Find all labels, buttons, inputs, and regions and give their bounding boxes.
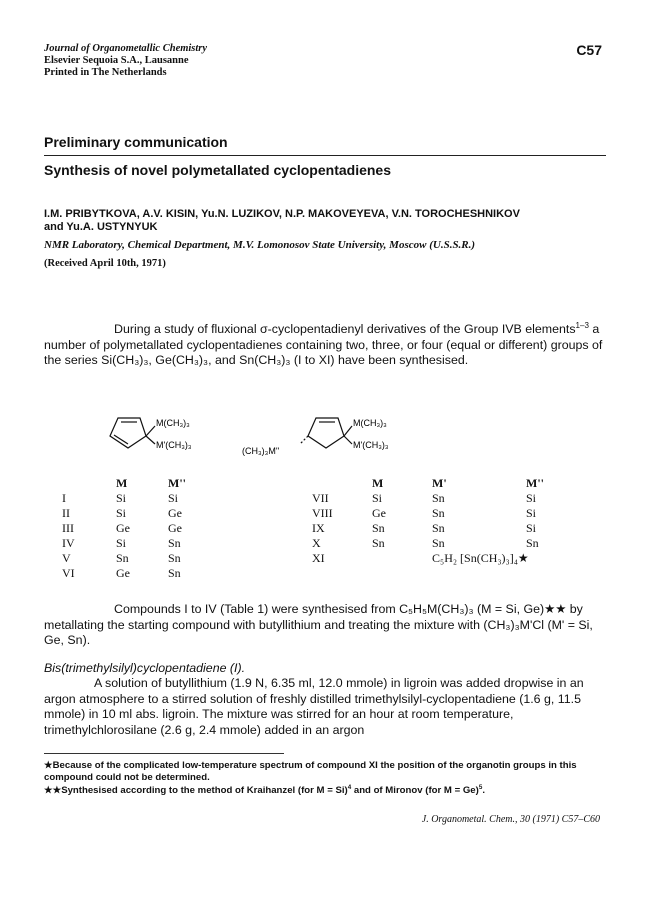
table-row: III Ge Ge [62, 521, 182, 535]
header-m1: M' [432, 476, 447, 490]
table-row: V Sn Sn [62, 551, 181, 565]
ref-superscript: 1–3 [575, 320, 589, 330]
s1-bottom-label: M'(CH₃)₃ [156, 440, 192, 450]
structure-trisubstituted [238, 404, 438, 464]
author-list [44, 208, 614, 234]
title-rule [44, 155, 606, 156]
table-row: VII Si Sn Si [312, 491, 537, 505]
header-m2: M'' [168, 476, 186, 490]
table-row: VI Ge Sn [62, 566, 181, 580]
received-date: (Received April 10th, 1971) [44, 258, 166, 269]
s1-top-label: M(CH₃)₃ [156, 418, 190, 428]
authors-line-1: I.M. PRIBYTKOVA, A.V. KISIN, Yu.N. LUZIKOV, N.P. MAKOVEYEVA, V.N. TOROCHESHNIKOV [44, 208, 520, 220]
footnote-rule [44, 753, 284, 754]
cyclopentadiene-ring-1 [110, 418, 155, 448]
header-m2: M'' [526, 476, 544, 490]
table-row: VIII Ge Sn Si [312, 506, 537, 520]
s2-left-label: (CH₃)₃M'' [242, 446, 280, 456]
compound-table-left [62, 476, 228, 581]
header-m: M [116, 476, 128, 490]
printed-line: Printed in The Netherlands [44, 67, 167, 78]
publisher-line: Elsevier Sequoia S.A., Lausanne [44, 55, 189, 66]
paper-title: Synthesis of novel polymetallated cyclopentadienes [44, 162, 391, 178]
footer-citation: J. Organometal. Chem., 30 (1971) C57–C60 [421, 814, 600, 825]
table-row: XI C₅H₂ [Sn(CH₃)₃]₄★ [312, 551, 586, 566]
table-row: II Si Ge [62, 506, 182, 520]
intro-text-b: a number of polymetallated cyclopentadienes containing two, three, or four (equal or different) groups of the series Si(CH₃)₃, Ge(CH₃)₃, and Sn(CH₃)₃ (I to XI) have been synthesised. [44, 322, 603, 367]
authors-line-2: and Yu.A. USTYNYUK [44, 221, 158, 233]
s2-bottom-label: M'(CH₃)₃ [353, 440, 389, 450]
footnote-2: ★★Synthesised according to the method of Kraihanzel (for M = Si)$^4$ and of Mironov (for M = Ge)$^5$. [44, 783, 485, 796]
journal-name: Journal of Organometallic Chemistry [44, 43, 208, 54]
affiliation: NMR Laboratory, Chemical Department, M.V. Lomonosov State University, Moscow (U.S.S.R.) [44, 239, 476, 251]
page-number: C57 [576, 42, 602, 58]
header-m: M [372, 476, 384, 490]
s2-top-label: M(CH₃)₃ [353, 418, 387, 428]
paragraph-3: A solution of butyllithium (1.9 N, 6.35 ml, 12.0 mmole) in ligroin was added dropwise in an argon atmosphere to a stirred solution of freshly distilled trimethylsilyl-cyclopentadiene (1.6 g, 11.5 mmole) in 10 ml abs. ligroin. The mixture was stirred for an hour at room temperature, trimethylchlorosilane (2.6 g, 2.4 mmole) added in an argon [44, 676, 584, 737]
footnote-1: ★Because of the complicated low-temperature spectrum of compound XI the position of the organotin groups in this compound could not be determined. [44, 760, 577, 783]
subheading: Bis(trimethylsilyl)cyclopentadiene (I). [44, 661, 246, 675]
section-heading: Preliminary communication [44, 134, 228, 150]
table-row: IX Sn Sn Si [312, 521, 537, 535]
table-row: I Si Si [62, 491, 179, 505]
table-row: IV Si Sn [62, 536, 181, 550]
intro-text-a: During a study of fluxional σ-cyclopentadienyl derivatives of the Group IVB elements [114, 322, 576, 336]
journal-header [44, 43, 207, 79]
compound-table-right [312, 476, 586, 566]
paragraph-2: Compounds I to IV (Table 1) were synthesised from C₅H₅M(CH₃)₃ (M = Si, Ge)★★ by metallating the starting compound with butyllithium and treating the mixture with (CH₃)₃M'Cl (M' = Si, Ge, Sn). [44, 602, 593, 647]
cyclopentadiene-ring-2 [300, 418, 352, 448]
formula-xi: C₅H₂ [Sn(CH₃)₃]₄★ [432, 551, 529, 565]
table-row: X Sn Sn Sn [312, 536, 539, 550]
intro-paragraph [44, 322, 614, 369]
